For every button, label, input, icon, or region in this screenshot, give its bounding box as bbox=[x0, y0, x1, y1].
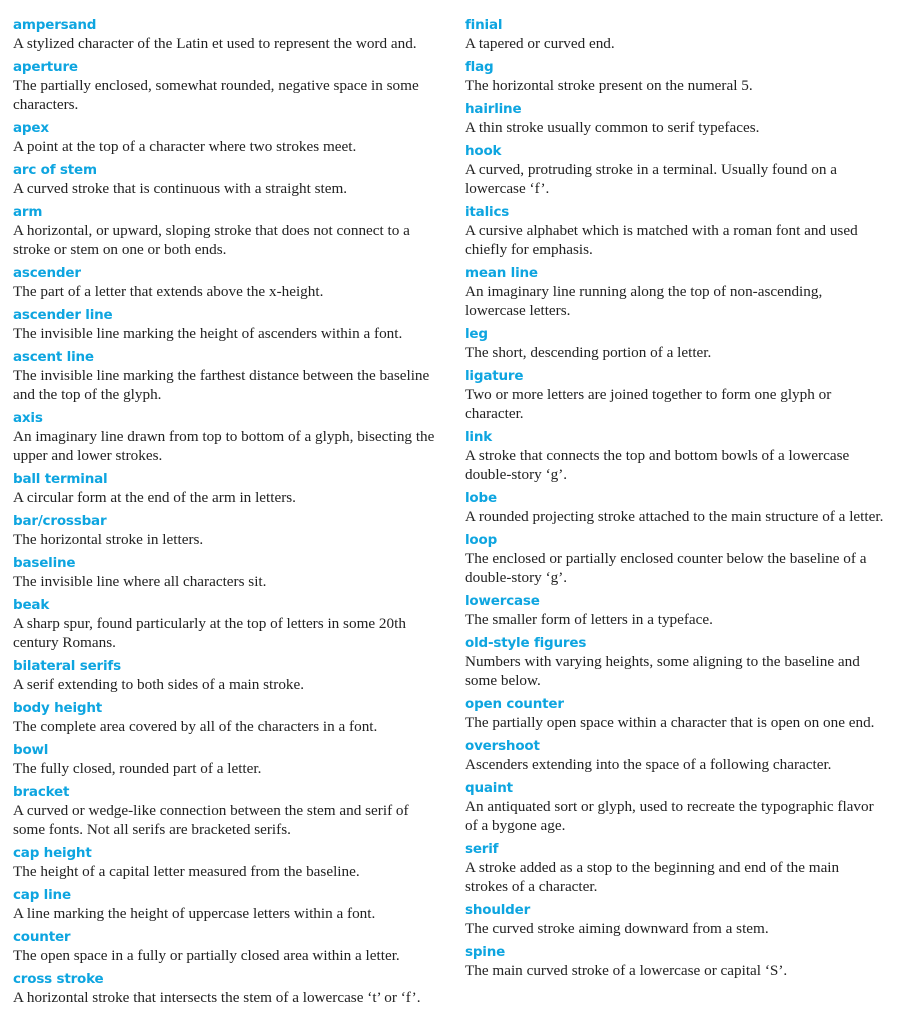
glossary-definition: An imaginary line drawn from top to bottom of a glyph, bisecting the upper and lower strokes. bbox=[13, 428, 435, 464]
glossary-entry bbox=[13, 741, 443, 778]
glossary-definition: A curved stroke that is continuous with a straight stem. bbox=[13, 180, 348, 197]
glossary-entry bbox=[465, 943, 885, 980]
glossary-definition: The invisible line where all characters sit. bbox=[13, 573, 267, 590]
glossary-term: lobe bbox=[465, 490, 497, 506]
glossary-definition: A horizontal stroke that intersects the stem of a lowercase ‘t’ or ‘f’. bbox=[13, 989, 421, 1006]
glossary-definition: The fully closed, rounded part of a letter. bbox=[13, 760, 262, 777]
glossary-term: aperture bbox=[13, 59, 78, 75]
glossary-definition: A stylized character of the Latin et used to represent the word and. bbox=[13, 35, 417, 52]
glossary-entry bbox=[13, 264, 443, 301]
glossary-definition: An imaginary line running along the top of non-ascending, lowercase letters. bbox=[465, 283, 823, 319]
glossary-entry bbox=[465, 901, 885, 938]
glossary-entry bbox=[13, 470, 443, 507]
glossary-term: bracket bbox=[13, 784, 70, 800]
glossary-entry bbox=[13, 596, 443, 652]
glossary-definition: The horizontal stroke in letters. bbox=[13, 531, 204, 548]
glossary-entry bbox=[465, 489, 885, 526]
glossary-entry bbox=[13, 844, 443, 881]
glossary-definition: A stroke that connects the top and bottom bowls of a lowercase double-story ‘g’. bbox=[465, 447, 850, 483]
glossary-entry bbox=[465, 325, 885, 362]
glossary-term: loop bbox=[465, 532, 498, 548]
glossary-definition: The open space in a fully or partially closed area within a letter. bbox=[13, 947, 400, 964]
glossary-term: quaint bbox=[465, 780, 513, 796]
glossary-term: open counter bbox=[465, 696, 564, 712]
glossary-definition: A curved or wedge-like connection between the stem and serif of some fonts. Not all serifs are bracketed serifs. bbox=[13, 802, 409, 838]
glossary-term: mean line bbox=[465, 265, 538, 281]
glossary-definition: Ascenders extending into the space of a following character. bbox=[465, 756, 832, 773]
glossary-entry bbox=[465, 16, 885, 53]
glossary-definition: A horizontal, or upward, sloping stroke that does not connect to a stroke or stem on one or both ends. bbox=[13, 222, 410, 258]
glossary-entry bbox=[13, 783, 443, 839]
glossary-definition: The main curved stroke of a lowercase or capital ‘S’. bbox=[465, 962, 788, 979]
glossary-entry bbox=[465, 100, 885, 137]
glossary-term: leg bbox=[465, 326, 488, 342]
glossary-term: link bbox=[465, 429, 493, 445]
glossary-term: ball terminal bbox=[13, 471, 108, 487]
glossary-definition: The part of a letter that extends above the x-height. bbox=[13, 283, 324, 300]
glossary-entry bbox=[13, 928, 443, 965]
glossary-entry bbox=[13, 161, 443, 198]
glossary-entry bbox=[465, 779, 885, 835]
glossary-entry bbox=[13, 203, 443, 259]
glossary-entry bbox=[465, 737, 885, 774]
glossary-entry bbox=[465, 428, 885, 484]
glossary-term: counter bbox=[13, 929, 71, 945]
glossary-term: hairline bbox=[465, 101, 522, 117]
glossary-term: cap line bbox=[13, 887, 71, 903]
glossary-definition: The curved stroke aiming downward from a stem. bbox=[465, 920, 769, 937]
glossary-entry bbox=[465, 634, 885, 690]
glossary-definition: The short, descending portion of a letter. bbox=[465, 344, 712, 361]
glossary-term: arm bbox=[13, 204, 43, 220]
glossary-term: cross stroke bbox=[13, 971, 104, 987]
glossary-entry bbox=[13, 58, 443, 114]
glossary-term: ligature bbox=[465, 368, 524, 384]
glossary-entry bbox=[13, 16, 443, 53]
glossary-definition: The smaller form of letters in a typeface. bbox=[465, 611, 713, 628]
glossary-definition: A point at the top of a character where two strokes meet. bbox=[13, 138, 357, 155]
glossary-column-right bbox=[465, 16, 885, 985]
glossary-definition: Two or more letters are joined together to form one glyph or character. bbox=[465, 386, 832, 422]
glossary-term: bowl bbox=[13, 742, 49, 758]
glossary-definition: The invisible line marking the farthest distance between the baseline and the top of the glyph. bbox=[13, 367, 430, 403]
glossary-term: spine bbox=[465, 944, 506, 960]
glossary-term: body height bbox=[13, 700, 103, 716]
glossary-entry bbox=[13, 554, 443, 591]
glossary-term: ascent line bbox=[13, 349, 94, 365]
glossary-definition: The enclosed or partially enclosed counter below the baseline of a double-story ‘g’. bbox=[465, 550, 867, 586]
glossary-column-left bbox=[13, 16, 443, 1012]
glossary-definition: A curved, protruding stroke in a terminal. Usually found on a lowercase ‘f’. bbox=[465, 161, 838, 197]
glossary-entry bbox=[13, 348, 443, 404]
glossary-definition: A serif extending to both sides of a main stroke. bbox=[13, 676, 305, 693]
glossary-definition: The partially enclosed, somewhat rounded, negative space in some characters. bbox=[13, 77, 419, 113]
glossary-term: apex bbox=[13, 120, 49, 136]
glossary-term: italics bbox=[465, 204, 510, 220]
glossary-entry bbox=[465, 367, 885, 423]
glossary-entry bbox=[465, 142, 885, 198]
glossary-entry bbox=[465, 58, 885, 95]
glossary-term: overshoot bbox=[465, 738, 540, 754]
glossary-definition: A tapered or curved end. bbox=[465, 35, 615, 52]
glossary-term: ascender bbox=[13, 265, 81, 281]
glossary-definition: A thin stroke usually common to serif typefaces. bbox=[465, 119, 760, 136]
glossary-entry bbox=[13, 409, 443, 465]
glossary-term: axis bbox=[13, 410, 43, 426]
glossary-entry bbox=[465, 531, 885, 587]
glossary-term: arc of stem bbox=[13, 162, 97, 178]
glossary-entry bbox=[13, 512, 443, 549]
glossary-term: serif bbox=[465, 841, 499, 857]
glossary-term: finial bbox=[465, 17, 503, 33]
glossary-entry bbox=[13, 699, 443, 736]
glossary-entry bbox=[13, 657, 443, 694]
glossary-entry bbox=[465, 592, 885, 629]
glossary-definition: An antiquated sort or glyph, used to recreate the typographic flavor of a bygone age. bbox=[465, 798, 874, 834]
glossary-definition: A circular form at the end of the arm in letters. bbox=[13, 489, 296, 506]
glossary-entry bbox=[13, 306, 443, 343]
glossary-definition: The horizontal stroke present on the numeral 5. bbox=[465, 77, 753, 94]
glossary-term: lowercase bbox=[465, 593, 540, 609]
glossary-entry bbox=[13, 119, 443, 156]
glossary-definition: Numbers with varying heights, some aligning to the baseline and some below. bbox=[465, 653, 860, 689]
glossary-entry bbox=[465, 264, 885, 320]
glossary-entry bbox=[465, 695, 885, 732]
glossary-term: hook bbox=[465, 143, 502, 159]
glossary-definition: A rounded projecting stroke attached to the main structure of a letter. bbox=[465, 508, 884, 525]
glossary-definition: A line marking the height of uppercase letters within a font. bbox=[13, 905, 376, 922]
glossary-definition: A sharp spur, found particularly at the top of letters in some 20th century Romans. bbox=[13, 615, 406, 651]
glossary-definition: A stroke added as a stop to the beginning and end of the main strokes of a character. bbox=[465, 859, 840, 895]
glossary-definition: The complete area covered by all of the characters in a font. bbox=[13, 718, 378, 735]
glossary-entry bbox=[465, 840, 885, 896]
glossary-term: shoulder bbox=[465, 902, 531, 918]
glossary-definition: The invisible line marking the height of ascenders within a font. bbox=[13, 325, 403, 342]
glossary-entry bbox=[465, 203, 885, 259]
glossary-definition: The height of a capital letter measured from the baseline. bbox=[13, 863, 360, 880]
glossary-term: ascender line bbox=[13, 307, 113, 323]
glossary-definition: A cursive alphabet which is matched with a roman font and used chiefly for emphasis. bbox=[465, 222, 858, 258]
glossary-term: bilateral serifs bbox=[13, 658, 121, 674]
glossary-term: cap height bbox=[13, 845, 92, 861]
glossary-term: bar/crossbar bbox=[13, 513, 107, 529]
glossary-term: old-style figures bbox=[465, 635, 587, 651]
glossary-term: ampersand bbox=[13, 17, 97, 33]
glossary-entry bbox=[13, 970, 443, 1007]
glossary-term: baseline bbox=[13, 555, 76, 571]
glossary-term: beak bbox=[13, 597, 50, 613]
glossary-definition: The partially open space within a character that is open on one end. bbox=[465, 714, 875, 731]
glossary-entry bbox=[13, 886, 443, 923]
glossary-term: flag bbox=[465, 59, 494, 75]
